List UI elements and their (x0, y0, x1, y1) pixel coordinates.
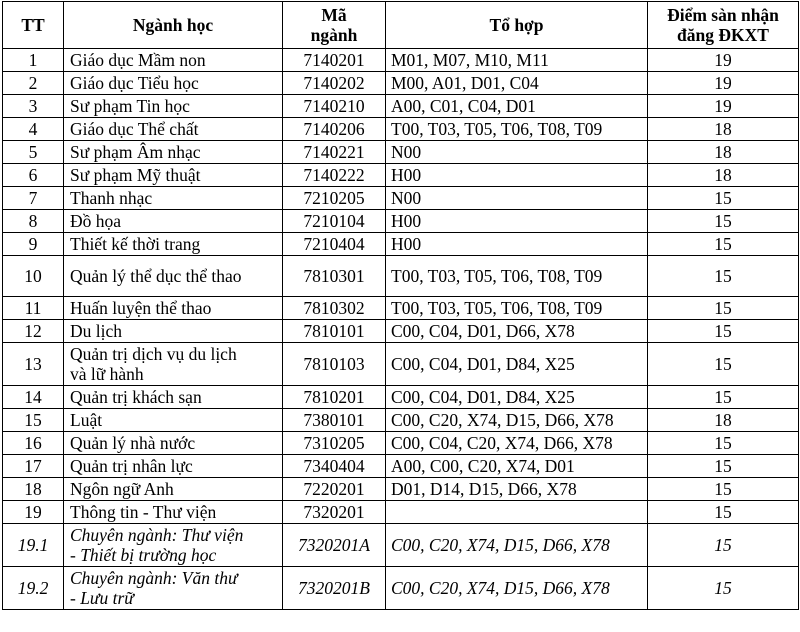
cell-tt: 12 (3, 320, 64, 343)
cell-score: 18 (648, 118, 799, 141)
cell-score: 15 (648, 297, 799, 320)
cell-score: 15 (648, 343, 799, 386)
cell-combo: C00, C20, X74, D15, D66, X78 (386, 567, 648, 610)
cell-code: 7210205 (283, 187, 386, 210)
cell-major: Thiết kế thời trang (64, 233, 283, 256)
cell-major: Sư phạm Âm nhạc (64, 141, 283, 164)
header-tt: TT (3, 2, 64, 49)
table-row (3, 432, 799, 455)
table-row (3, 72, 799, 95)
cell-score: 18 (648, 164, 799, 187)
cell-tt: 19.1 (3, 524, 64, 567)
cell-major: Sư phạm Mỹ thuật (64, 164, 283, 187)
cell-major: Sư phạm Tin học (64, 95, 283, 118)
table-row (3, 233, 799, 256)
cell-tt: 19 (3, 501, 64, 524)
header-score (648, 2, 799, 49)
cell-score: 15 (648, 478, 799, 501)
cell-tt: 10 (3, 256, 64, 297)
header-combo: Tổ hợp (386, 2, 648, 49)
cell-score: 15 (648, 432, 799, 455)
cell-tt: 5 (3, 141, 64, 164)
cell-tt: 18 (3, 478, 64, 501)
cell-code: 7810201 (283, 386, 386, 409)
table-row (3, 210, 799, 233)
cell-combo: C00, C04, D01, D84, X25 (386, 386, 648, 409)
cell-tt: 19.2 (3, 567, 64, 610)
cell-major: Thanh nhạc (64, 187, 283, 210)
cell-combo: M01, M07, M10, M11 (386, 49, 648, 72)
cell-code: 7140210 (283, 95, 386, 118)
cell-code: 7320201A (283, 524, 386, 567)
cell-tt: 9 (3, 233, 64, 256)
cell-tt: 3 (3, 95, 64, 118)
cell-score: 18 (648, 409, 799, 432)
cell-major: Quản lý nhà nước (64, 432, 283, 455)
header-major: Ngành học (64, 2, 283, 49)
cell-score: 15 (648, 256, 799, 297)
cell-combo: T00, T03, T05, T06, T08, T09 (386, 297, 648, 320)
cell-tt: 14 (3, 386, 64, 409)
cell-major: Giáo dục Mầm non (64, 49, 283, 72)
cell-tt: 7 (3, 187, 64, 210)
table-row (3, 164, 799, 187)
cell-score: 19 (648, 72, 799, 95)
cell-code: 7210404 (283, 233, 386, 256)
table-row (3, 95, 799, 118)
cell-major: Quản trị nhân lực (64, 455, 283, 478)
cell-combo: T00, T03, T05, T06, T08, T09 (386, 256, 648, 297)
cell-code: 7310205 (283, 432, 386, 455)
table-row (3, 187, 799, 210)
cell-code: 7220201 (283, 478, 386, 501)
cell-score: 19 (648, 95, 799, 118)
cell-code: 7140206 (283, 118, 386, 141)
cell-major: Quản trị khách sạn (64, 386, 283, 409)
cell-code: 7810103 (283, 343, 386, 386)
cell-combo: N00 (386, 187, 648, 210)
cell-major (64, 343, 283, 386)
cell-code: 7140201 (283, 49, 386, 72)
table-row (3, 141, 799, 164)
cell-score: 15 (648, 524, 799, 567)
cell-score: 15 (648, 501, 799, 524)
cell-major-line2: và lữ hành (70, 364, 144, 384)
cell-combo: C00, C20, X74, D15, D66, X78 (386, 409, 648, 432)
cell-tt: 8 (3, 210, 64, 233)
cell-combo: A00, C01, C04, D01 (386, 95, 648, 118)
table-row-subspecialty (3, 524, 799, 567)
table-row (3, 256, 799, 297)
table-row (3, 118, 799, 141)
cell-tt: 15 (3, 409, 64, 432)
table-row (3, 49, 799, 72)
cell-combo (386, 501, 648, 524)
admission-score-table (2, 1, 799, 610)
cell-tt: 2 (3, 72, 64, 95)
cell-tt: 4 (3, 118, 64, 141)
cell-code: 7140221 (283, 141, 386, 164)
table-row (3, 478, 799, 501)
cell-tt: 11 (3, 297, 64, 320)
cell-score: 15 (648, 187, 799, 210)
cell-code: 7320201B (283, 567, 386, 610)
cell-major: Đồ họa (64, 210, 283, 233)
cell-major: Thông tin - Thư viện (64, 501, 283, 524)
cell-combo: T00, T03, T05, T06, T08, T09 (386, 118, 648, 141)
cell-combo: M00, A01, D01, C04 (386, 72, 648, 95)
cell-score: 15 (648, 386, 799, 409)
cell-major: Luật (64, 409, 283, 432)
cell-major: Huấn luyện thể thao (64, 297, 283, 320)
cell-major (64, 567, 283, 610)
table-row-subspecialty (3, 567, 799, 610)
cell-score: 18 (648, 141, 799, 164)
cell-code: 7140222 (283, 164, 386, 187)
cell-combo: H00 (386, 233, 648, 256)
cell-tt: 17 (3, 455, 64, 478)
table-row (3, 409, 799, 432)
cell-tt: 16 (3, 432, 64, 455)
cell-major: Du lịch (64, 320, 283, 343)
cell-code: 7320201 (283, 501, 386, 524)
cell-combo: C00, C04, D01, D84, X25 (386, 343, 648, 386)
table-row (3, 297, 799, 320)
cell-tt: 13 (3, 343, 64, 386)
cell-major-line1: Quản trị dịch vụ du lịch (70, 344, 237, 364)
cell-code: 7810301 (283, 256, 386, 297)
cell-major: Giáo dục Thể chất (64, 118, 283, 141)
cell-score: 15 (648, 233, 799, 256)
cell-combo: N00 (386, 141, 648, 164)
cell-score: 19 (648, 49, 799, 72)
table-header-row (3, 2, 799, 49)
cell-major-line1: Chuyên ngành: Thư viện (70, 525, 244, 545)
cell-major: Quản lý thể dục thể thao (64, 256, 283, 297)
table-row (3, 386, 799, 409)
cell-code: 7380101 (283, 409, 386, 432)
cell-score: 15 (648, 455, 799, 478)
cell-code: 7810101 (283, 320, 386, 343)
cell-score: 15 (648, 210, 799, 233)
header-code-text: Mã ngành (310, 5, 358, 45)
cell-combo: D01, D14, D15, D66, X78 (386, 478, 648, 501)
cell-combo: H00 (386, 164, 648, 187)
cell-major-line2: - Lưu trữ (70, 588, 134, 608)
cell-code: 7140202 (283, 72, 386, 95)
cell-score: 15 (648, 320, 799, 343)
cell-major-line1: Chuyên ngành: Văn thư (70, 568, 238, 588)
header-score-text: Điểm sàn nhận đăng ĐKXT (667, 5, 779, 45)
header-code (283, 2, 386, 49)
cell-major: Ngôn ngữ Anh (64, 478, 283, 501)
cell-tt: 6 (3, 164, 64, 187)
table-row (3, 501, 799, 524)
cell-combo: C00, C20, X74, D15, D66, X78 (386, 524, 648, 567)
cell-major: Giáo dục Tiểu học (64, 72, 283, 95)
cell-score: 15 (648, 567, 799, 610)
cell-major-line2: - Thiết bị trường học (70, 545, 217, 565)
cell-combo: H00 (386, 210, 648, 233)
cell-combo: C00, C04, C20, X74, D66, X78 (386, 432, 648, 455)
cell-major (64, 524, 283, 567)
cell-tt: 1 (3, 49, 64, 72)
cell-combo: C00, C04, D01, D66, X78 (386, 320, 648, 343)
cell-code: 7340404 (283, 455, 386, 478)
table-row (3, 320, 799, 343)
cell-combo: A00, C00, C20, X74, D01 (386, 455, 648, 478)
table-row (3, 455, 799, 478)
cell-code: 7210104 (283, 210, 386, 233)
cell-code: 7810302 (283, 297, 386, 320)
table-row (3, 343, 799, 386)
